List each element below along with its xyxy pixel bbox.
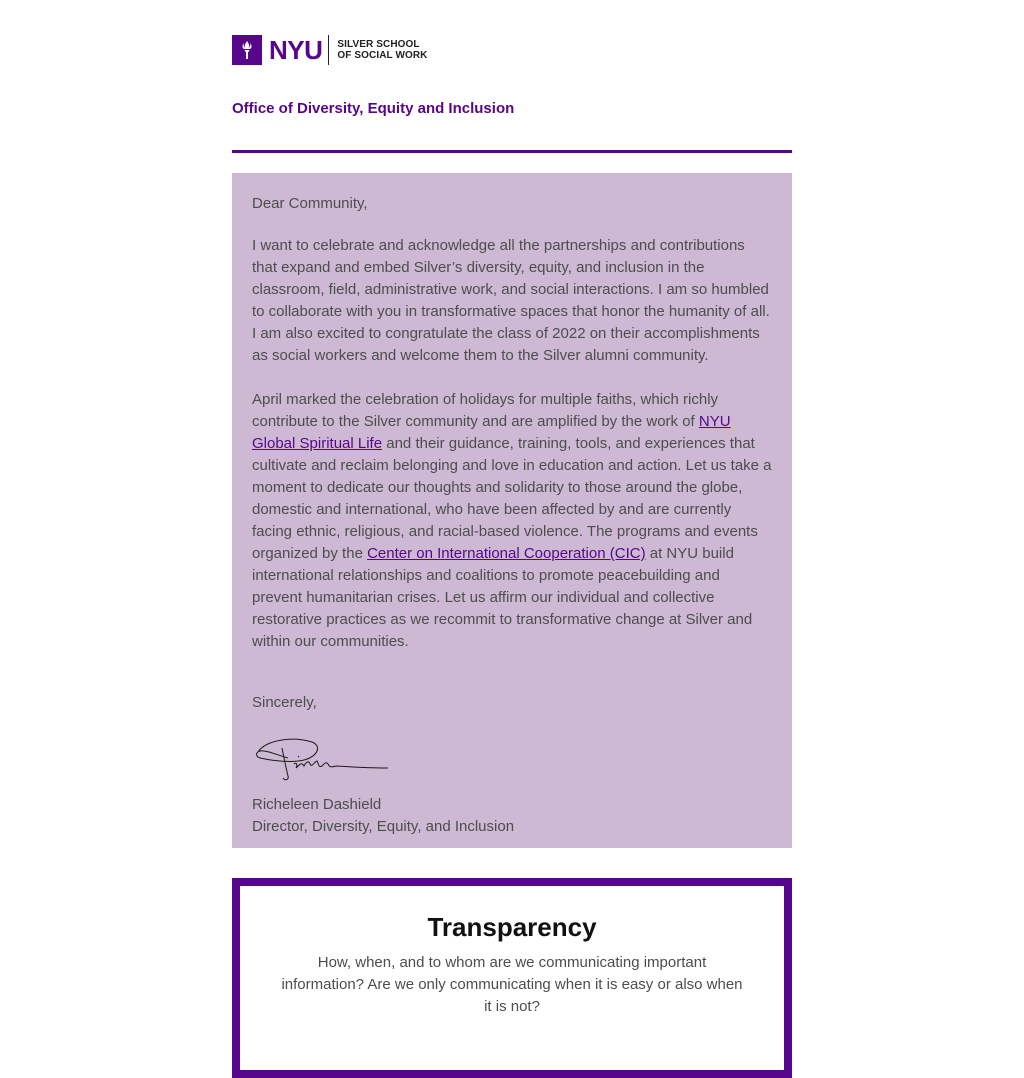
- letter-panel: [232, 173, 792, 848]
- nyu-silver-logo[interactable]: [232, 34, 428, 66]
- signature-image: [252, 734, 392, 786]
- school-name: [337, 39, 427, 61]
- paragraph-2-text-c: at NYU build international relationships and coalitions to promote peacebuilding and prevent humanitarian crises. Let us affirm our individual and collective restorative practices as we recommit to transformative change at Silver and within our communities.: [252, 545, 753, 650]
- transparency-body: How, when, and to whom are we communicating important information? Are we only communicating when it is easy or also when it is not?: [281, 954, 743, 1015]
- nyu-global-spiritual-life-link[interactable]: NYU Global Spiritual Life: [252, 413, 731, 452]
- nyu-torch-icon: [232, 35, 262, 65]
- letter-paragraph-2: [252, 389, 772, 653]
- letter-paragraph-1: I want to celebrate and acknowledge all the partnerships and contributions that expand and embed Silver’s diversity, equity, and inclusion in the classroom, field, administrative work, and social interactions. I am so humbled to collaborate with you in transformative spaces that honor the humanity of all. I am also excited to congratulate the class of 2022 on their accomplishments as social workers and welcome them to the Silver alumni community.: [252, 237, 770, 364]
- nyu-wordmark: NYU: [269, 35, 323, 65]
- signer-name: Richeleen Dashield: [252, 796, 382, 813]
- paragraph-2-text-b: and their guidance, training, tools, and experiences that cultivate and reclaim belonging and love in education and action. Let us take a moment to dedicate our thoughts and solidarity to those around the globe, domestic and international, who have been affected by and are currently facing ethnic, religious, and racial-based violence. The programs and events organized by the: [252, 435, 772, 562]
- cic-link[interactable]: Center on International Cooperation (CIC): [367, 545, 646, 562]
- transparency-card: [232, 878, 792, 1078]
- school-name-line2: OF SOCIAL WORK: [337, 50, 428, 61]
- paragraph-2-text-a: April marked the celebration of holidays for multiple faiths, which richly contribute to the Silver community and are amplified by the work of: [252, 391, 719, 430]
- school-name-line1: SILVER SCHOOL: [337, 39, 420, 50]
- letter-greeting: Dear Community,: [252, 195, 368, 212]
- office-title: Office of Diversity, Equity and Inclusion: [232, 100, 515, 117]
- signer-title: Director, Diversity, Equity, and Inclusion: [252, 818, 515, 835]
- header-divider: [232, 150, 792, 153]
- transparency-heading: Transparency: [427, 912, 597, 942]
- letter-sign-off: Sincerely,: [252, 694, 317, 711]
- logo-divider: [328, 35, 329, 65]
